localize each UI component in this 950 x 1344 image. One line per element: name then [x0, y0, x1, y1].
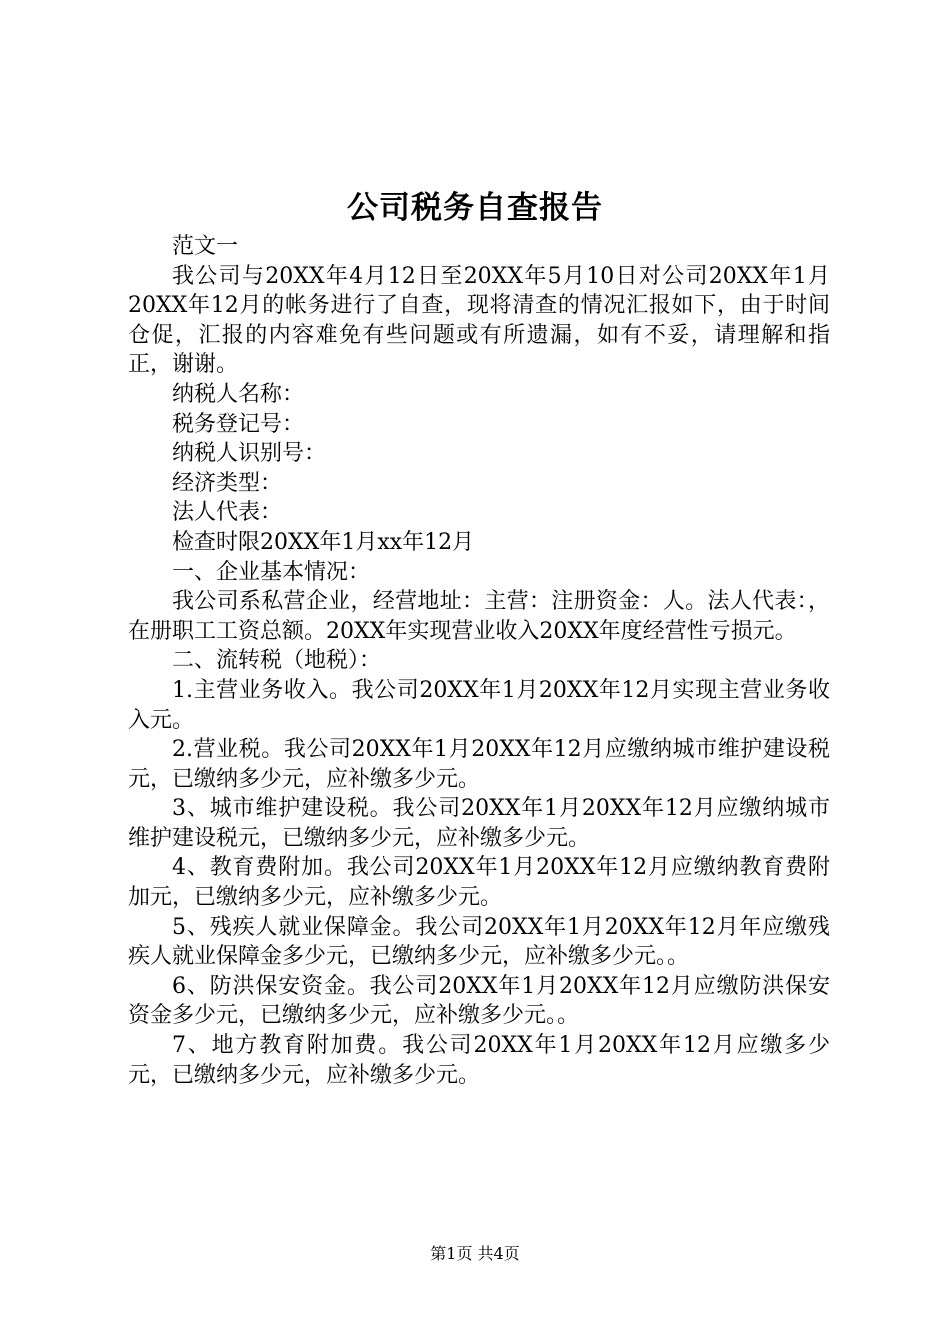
document-body	[128, 232, 830, 1090]
field-taxpayer-name: 纳税人名称：	[172, 381, 305, 407]
field-taxpayer-id: 纳税人识别号：	[172, 441, 327, 467]
field-tax-registration-number: 税务登记号：	[172, 411, 305, 437]
field-legal-representative: 法人代表：	[172, 500, 283, 526]
section-heading-basic-info: 一、企业基本情况：	[172, 559, 371, 585]
document-title: 公司税务自查报告	[347, 190, 603, 226]
list-item-urban-construction-tax: 3、城市维护建设税。我公司20XX年1月20XX年12月应缴纳城市维护建设税元，已缴纳多少元，应补缴多少元。	[128, 796, 830, 851]
list-item-education-surcharge: 4、教育费附加。我公司20XX年1月20XX年12月应缴纳教育费附加元，已缴纳多少元，应补缴多少元。	[128, 855, 830, 911]
list-item-local-education-surcharge: 7、地方教育附加费。我公司20XX年1月20XX年12月应缴多少元，已缴纳多少元，应补缴多少元。	[128, 1033, 830, 1088]
paragraph-intro: 我公司与20XX年4月12日至20XX年5月10日对公司20XX年1月20XX年12月的帐务进行了自查，现将清查的情况汇报如下，由于时间仓促，汇报的内容难免有些问题或有所遗漏，如有不妥，请理解和指正，谢谢。	[128, 263, 830, 378]
page-number-footer: 第1页 共4页	[430, 1244, 520, 1263]
section-heading-turnover-tax: 二、流转税（地税）：	[172, 648, 382, 674]
list-item-main-revenue: 1.主营业务收入。我公司20XX年1月20XX年12月实现主营业务收入元。	[128, 677, 830, 733]
field-inspection-period: 检查时限20XX年1月xx年12月	[172, 529, 475, 555]
list-item-flood-control-fund: 6、防洪保安资金。我公司20XX年1月20XX年12月应缴防洪保安资金多少元，已缴纳多少元，应补缴多少元。。	[128, 973, 830, 1029]
list-item-business-tax: 2.营业税。我公司20XX年1月20XX年12月应缴纳城市维护建设税元，已缴纳多少元，应补缴多少元。	[128, 737, 830, 792]
paragraph-basic-info: 我公司系私营企业，经营地址：主营：注册资金：人。法人代表：，在册职工工资总额。20XX年实现营业收入20XX年度经营性亏损元。	[128, 589, 830, 644]
field-economic-type: 经济类型：	[172, 470, 283, 496]
paragraph-sample-label: 范文一	[172, 234, 239, 259]
list-item-disability-fund: 5、残疾人就业保障金。我公司20XX年1月20XX年12月年应缴残疾人就业保障金多少元，已缴纳多少元，应补缴多少元。。	[128, 914, 830, 970]
